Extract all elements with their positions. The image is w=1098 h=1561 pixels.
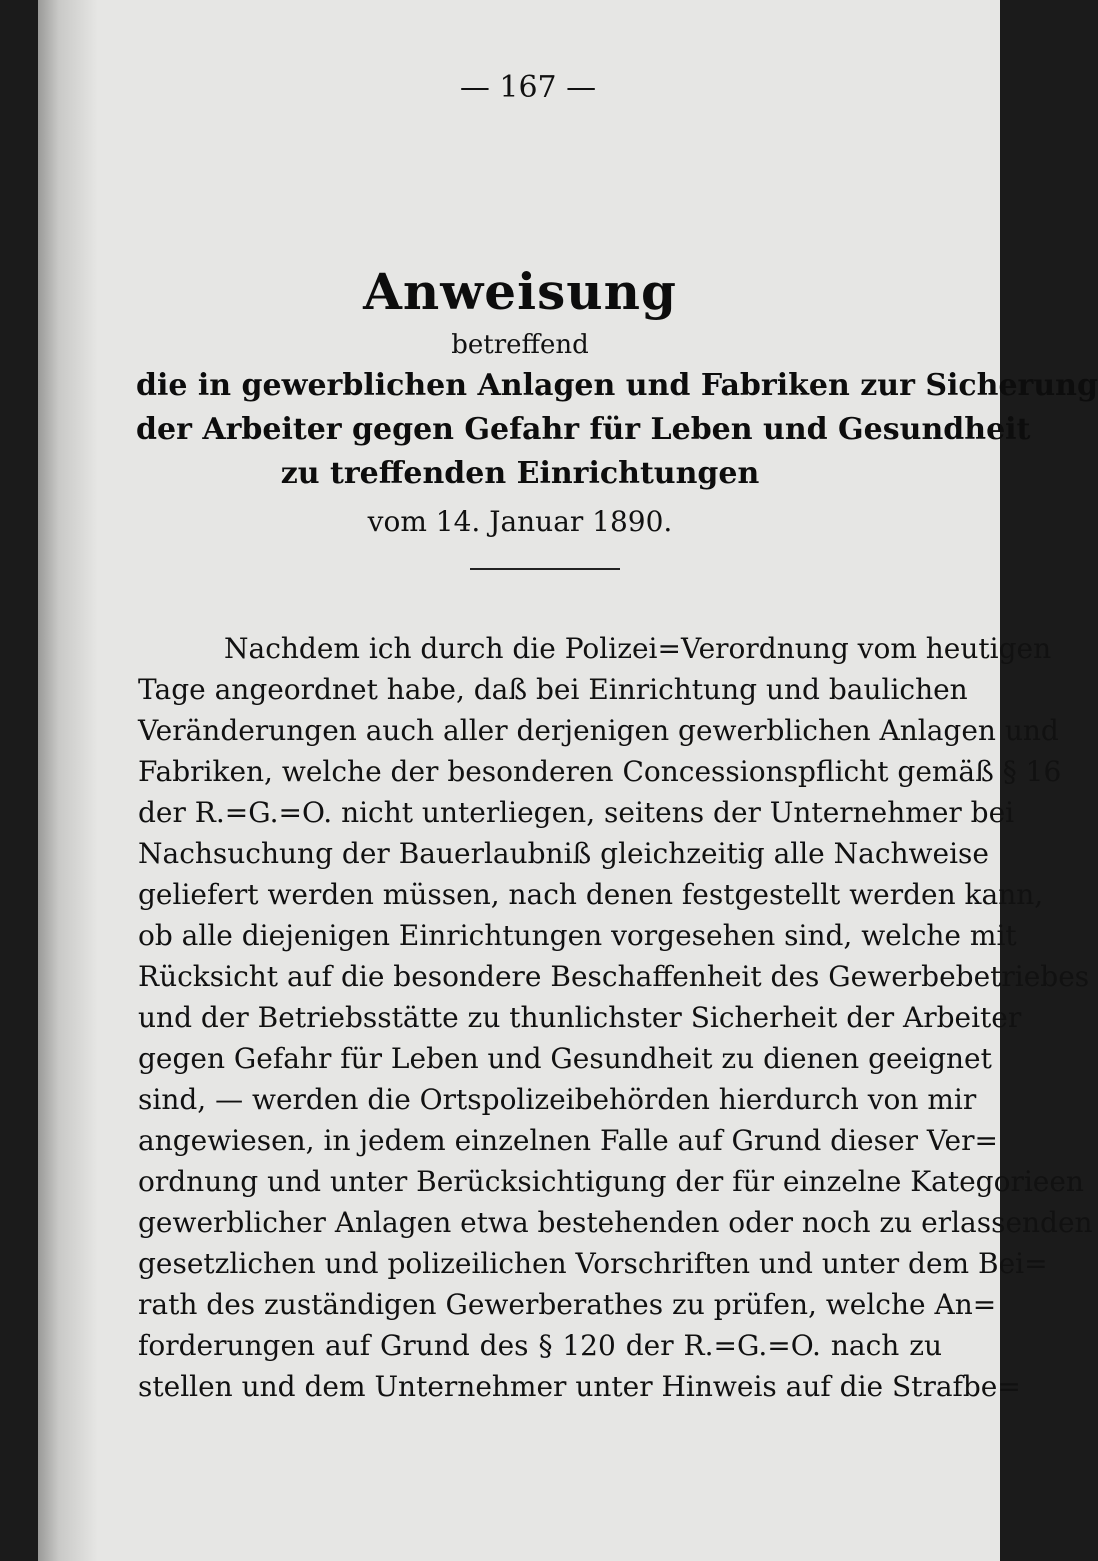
body-line: Fabriken, welche der besonderen Concessionspflicht gemäß § 16 [138,755,1062,788]
body-line: der R.=G.=O. nicht unterliegen, seitens der Unternehmer bei [138,796,1015,829]
page-number: — 167 — [459,70,597,105]
body-line: rath des zuständigen Gewerberathes zu prüfen, welche An= [138,1288,997,1321]
body-line: forderungen auf Grund des § 120 der R.=G.=O. nach zu [138,1329,942,1362]
heading-line-1: die in gewerblichen Anlagen und Fabriken zur Sicherung [136,368,1098,403]
body-line: Nachdem ich durch die Polizei=Verordnung vom heutigen [224,632,1052,665]
body-line: stellen und dem Unternehmer unter Hinweis auf die Strafbe= [138,1370,1021,1403]
body-line: ob alle diejenigen Einrichtungen vorgesehen sind, welche mit [138,919,1017,952]
document-title: Anweisung [363,262,677,321]
document-subtitle: betreffend [451,330,589,360]
body-line: Tage angeordnet habe, daß bei Einrichtung und baulichen [138,673,968,706]
body-line: angewiesen, in jedem einzelnen Falle auf Grund dieser Ver= [138,1124,998,1157]
body-line: Veränderungen auch aller derjenigen gewerblichen Anlagen und [138,714,1059,747]
body-line: geliefert werden müssen, nach denen festgestellt werden kann, [138,878,1044,911]
book-page [38,0,1098,1561]
body-line: gesetzlichen und polizeilichen Vorschriften und unter dem Bei= [138,1247,1048,1280]
body-line: und der Betriebsstätte zu thunlichster Sicherheit der Arbeiter [138,1001,1022,1034]
body-line: Rücksicht auf die besondere Beschaffenheit des Gewerbebetriebes [138,960,1090,993]
body-line: gewerblicher Anlagen etwa bestehenden oder noch zu erlassenden [138,1206,1093,1239]
body-line: sind, — werden die Ortspolizeibehörden hierdurch von mir [138,1083,977,1116]
gutter-shadow [38,0,98,1561]
date-line: vom 14. Januar 1890. [367,505,673,538]
body-line: Nachsuchung der Bauerlaubniß gleichzeitig alle Nachweise [138,837,989,870]
body-line: gegen Gefahr für Leben und Gesundheit zu dienen geeignet [138,1042,992,1075]
body-line: ordnung und unter Berücksichtigung der für einzelne Kategorieen [138,1165,1084,1198]
heading-line-2: der Arbeiter gegen Gefahr für Leben und Gesundheit [136,412,1031,447]
heading-line-3: zu treffenden Einrichtungen [280,456,760,491]
divider-rule [470,568,620,570]
